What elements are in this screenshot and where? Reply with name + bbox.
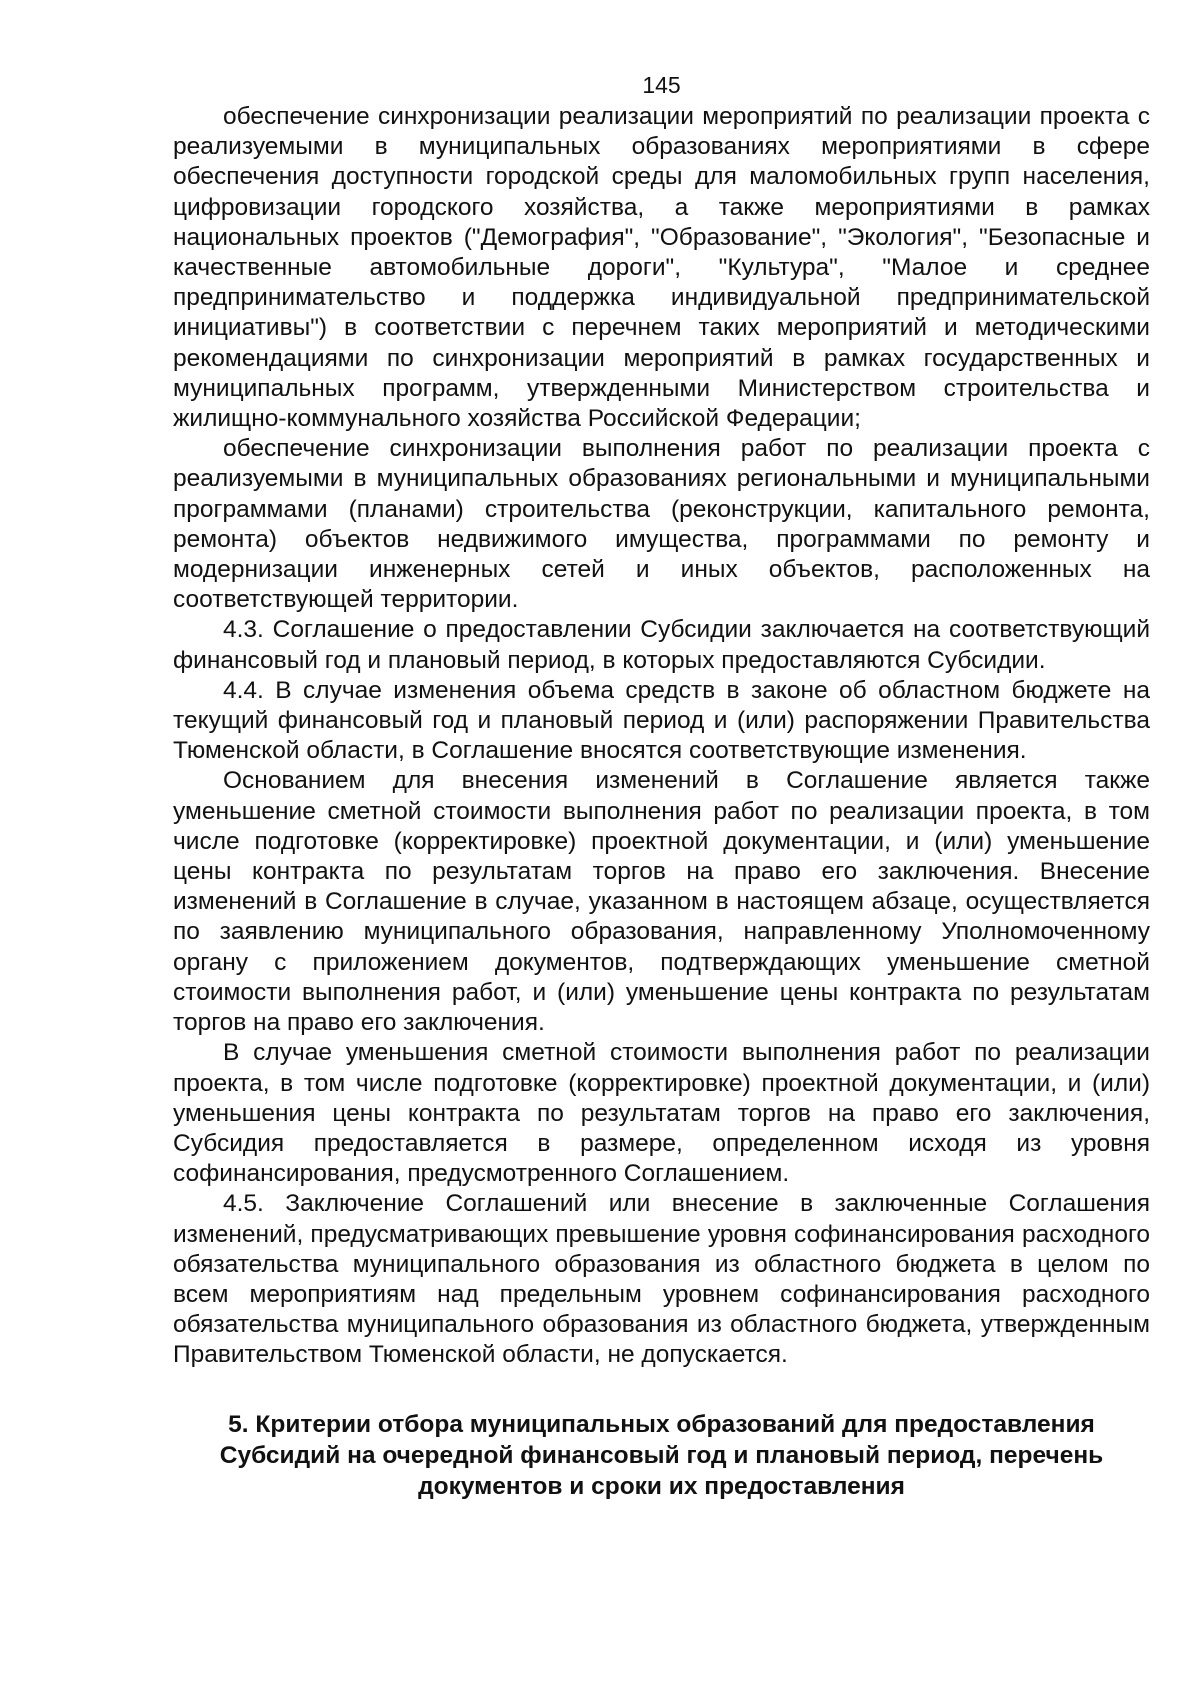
section-heading: 5. Критерии отбора муниципальных образований для предоставления Субсидий на очередной финансовый год и плановый период, перечень документов и сроки их предоставления bbox=[219, 1410, 1104, 1500]
document-page bbox=[173, 70, 1150, 1502]
paragraph-grounds-for-changes: Основанием для внесения изменений в Соглашение является также уменьшение сметной стоимости выполнения работ по реализации проекта, в том числе подготовке (корректировке) проектной документации, и (или) уменьшение цены контракта по результатам торгов на право его заключения. Внесение изменений в Соглашение в случае, указанном в настоящем абзаце, осуществляется по заявлению муниципального образования, направленному Уполномоченному органу с приложением документов, подтверждающих уменьшение сметной стоимости выполнения работ, и (или) уменьшение цены контракта по результатам торгов на право его заключения. bbox=[173, 767, 1150, 1037]
paragraph-4-5: 4.5. Заключение Соглашений или внесение в заключенные Соглашения изменений, предусматривающих превышение уровня софинансирования расходного обязательства муниципального образования из областного бюджета в целом по всем мероприятиям над предельным уровнем софинансирования расходного обязательства муниципального образования из областного бюджета, утвержденным Правительством Тюменской области, не допускается. bbox=[173, 1190, 1150, 1369]
paragraph-4-4: 4.4. В случае изменения объема средств в законе об областном бюджете на текущий финансовый год и плановый период и (или) распоряжении Правительства Тюменской области, в Соглашение вносятся соответствующие изменения. bbox=[173, 676, 1150, 765]
paragraph-sync-measures: обеспечение синхронизации реализации мероприятий по реализации проекта с реализуемыми в муниципальных образованиях мероприятиями в сфере обеспечения доступности городской среды для маломобильных групп населения, цифровизации городского хозяйства, а также мероприятиями в рамках национальных проектов ("Демография", "Образование", "Экология", "Безопасные и качественные автомобильные дороги", "Культура", "Малое и среднее предпринимательство и поддержка индивидуальной предпринимательской инициативы") в соответствии с перечнем таких мероприятий и методическими рекомендациями по синхронизации мероприятий в рамках государственных и муниципальных программ, утвержденными Министерством строительства и жилищно-коммунального хозяйства Российской Федерации; bbox=[173, 103, 1150, 433]
paragraph-cost-reduction: В случае уменьшения сметной стоимости выполнения работ по реализации проекта, в том числе подготовке (корректировке) проектной документации, и (или) уменьшения цены контракта по результатам торгов на право его заключения, Субсидия предоставляется в размере, определенном исходя из уровня софинансирования, предусмотренного Соглашением. bbox=[173, 1039, 1150, 1188]
page-number: 145 bbox=[642, 72, 681, 98]
paragraph-sync-works: обеспечение синхронизации выполнения работ по реализации проекта с реализуемыми в муниципальных образованиях региональными и муниципальными программами (планами) строительства (реконструкции, капитального ремонта, ремонта) объектов недвижимого имущества, программами по ремонту и модернизации инженерных сетей и иных объектов, расположенных на соответствующей территории. bbox=[173, 435, 1150, 614]
paragraph-4-3: 4.3. Соглашение о предоставлении Субсидии заключается на соответствующий финансовый год и плановый период, в которых предоставляются Субсидии. bbox=[173, 616, 1150, 674]
